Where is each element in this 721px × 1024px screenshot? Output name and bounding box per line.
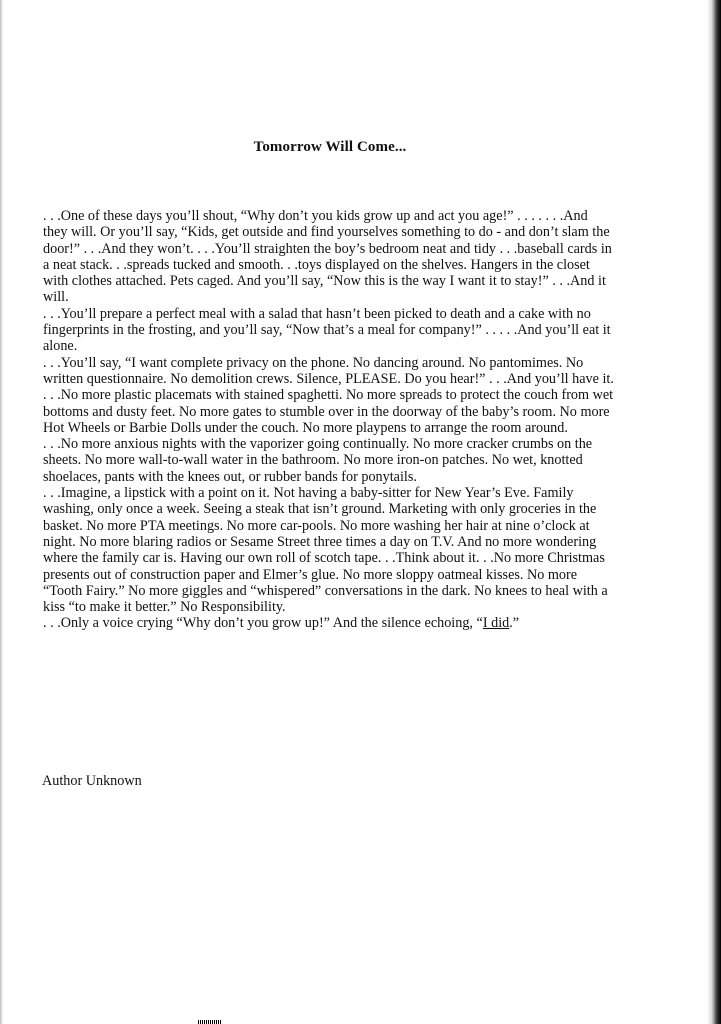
document-body [43,208,615,632]
paragraph-final [43,615,615,631]
scan-right-edge [707,0,721,1024]
paragraph-3: . . .You’ll say, “I want complete privacy on the phone. No dancing around. No pantomimes. No written questionnaire. No demolition crews. Silence, PLEASE. Do you hear!” . . .And you’ll have it. . . .No more plastic placemats with stained spaghetti. No more spreads to protect the couch from wet bottoms and dusty feet. No more gates to stumble over in the doorway of the baby’s room. No more Hot Wheels or Barbie Dolls under the couch. No more playpens to arrange the room around. [43,354,614,436]
final-line-end: .” [509,615,520,632]
paragraph-2: . . .You’ll prepare a perfect meal with a salad that hasn’t been picked to death and a cake with no fingerprints in the frosting, and you’ll say, “Now that’s a meal for company!” . . . . .And you’ll eat it alone. [43,305,611,355]
final-line-emphasis: I did [482,615,510,632]
author-credit: Author Unknown [42,773,142,789]
paragraph-4: . . .No more anxious nights with the vaporizer going continually. No more cracker crumbs on the sheets. No more wall-to-wall water in the bathroom. No more iron-on patches. No wet, knotted shoelaces, pants with the knees out, or rubber bands for ponytails. [43,436,593,485]
document-title: Tomorrow Will Come... [253,139,407,155]
scan-bottom-mark [198,1020,222,1024]
final-line-start: . . .Only a voice crying “Why don’t you grow up!” And the silence echoing, “ [43,615,483,632]
paragraph-5: . . .Imagine, a lipstick with a point on it. Not having a baby-sitter for New Year’s Eve. Family washing, only once a week. Seeing a steak that isn’t ground. Marketing with only groceries in the basket. No more PTA meetings. No more car-pools. No more washing her hair at nine o’clock at night. No more blaring radios or Sesame Street three times a day on T.V. And no more wondering where the family car is. Having our own roll of scotch tape. . .Think about it. . .No more Christmas presents out of construction paper and Elmer’s glue. No more sloppy oatmeal kisses. No more “Tooth Fairy.” No more giggles and “whispered” conversations in the dark. No knees to heal with a kiss “to make it better.” No Responsibility. [43,485,608,616]
paragraph-1: . . .One of these days you’ll shout, “Why don’t you kids grow up and act you age!” . . . . . . .And they will. Or you’ll say, “Kids, get outside and find yourselves something to do - and don’t slam the door!” . . .And they won’t. . . .You’ll straighten the boy’s bedroom neat and tidy . . .baseball cards in a neat stack. . .spreads tucked and smooth. . .toys displayed on the shelves. Hangers in the closet with clothes attached. Pets caged. And you’ll say, “Now this is the way I want it to stay!” . . .And it will. [43,208,612,306]
